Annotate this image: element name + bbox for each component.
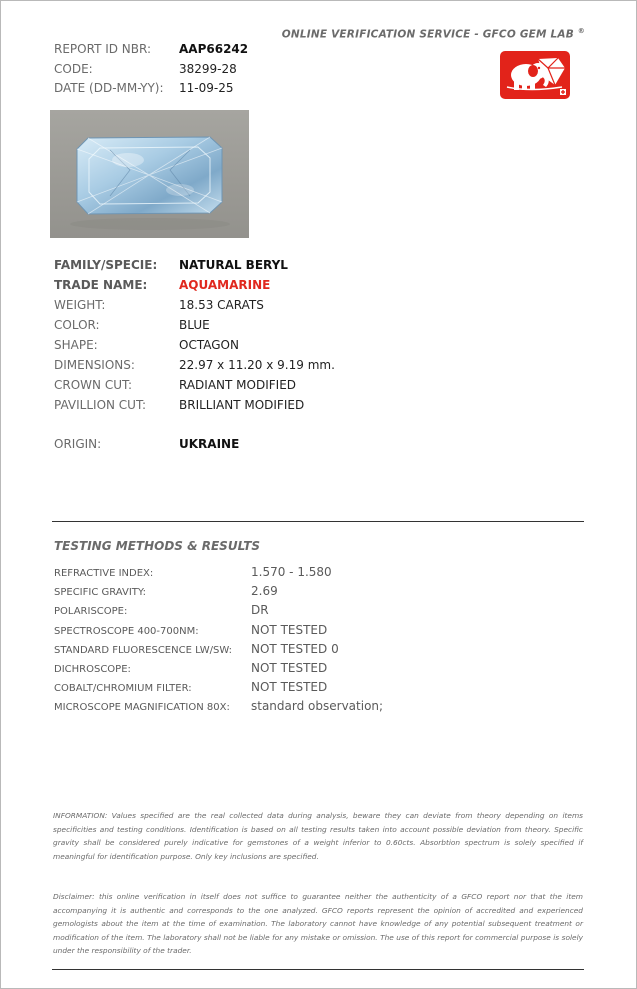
dimensions-row (54, 358, 335, 378)
test-row (54, 661, 383, 680)
test-label: COBALT/CHROMIUM FILTER: (54, 683, 192, 695)
test-value: 1.570 - 1.580 (251, 565, 332, 579)
information-paragraph: INFORMATION: Values specified are the real collected data during analysis, beware they can deviate from theory depending on items specificities and testing conditions. Identification is based on all testing results taken into account possible deviation from theory. Specific gravity shall be considered purely indicative for gemstones of a weight inferior to 0.60cts. Absorbtion spectrum is solely specified if meaningful for identification purpose. Only key inclusions are specified. (53, 811, 583, 861)
test-row (54, 565, 383, 584)
section-divider (52, 521, 584, 522)
test-row (54, 699, 383, 718)
test-row (54, 584, 383, 603)
weight-label: WEIGHT: (54, 298, 106, 312)
date-label: DATE (DD-MM-YY): (54, 81, 164, 95)
test-value: DR (251, 603, 269, 618)
test-row (54, 680, 383, 699)
color-label: COLOR: (54, 318, 100, 332)
pavilion-cut-value: BRILLIANT MODIFIED (179, 398, 305, 412)
report-id-label: REPORT ID NBR: (54, 42, 152, 56)
dimensions-label: DIMENSIONS: (54, 358, 135, 372)
family-label: FAMILY/SPECIE: (54, 258, 158, 272)
registered-mark: ® (577, 27, 585, 35)
trade-name-label: TRADE NAME: (54, 278, 148, 292)
test-label: REFRACTIVE INDEX: (54, 568, 154, 579)
shape-value: OCTAGON (179, 338, 239, 352)
weight-row (54, 298, 335, 318)
test-row (54, 623, 383, 642)
report-id-value: AAP66242 (179, 42, 249, 56)
origin-label: ORIGIN: (54, 437, 102, 451)
disclaimer-paragraph: Disclaimer: this online verification in itself does not suffice to guarantee neither the authenticity of a GFCO report nor that the item accompanying it is authentic and corresponds to the one analyzed. GFCO reports represent the opinion of accredited and experienced gemologists about the item at the time of examination. The laboratory cannot have knowledge of any potential subsequent treatment or modification of the item. The laboratory shall not be liable for any mistake or omission. The use of this report for commercial purpose is solely under the responsibility of the trader. (53, 892, 583, 955)
trade-name-row (54, 278, 335, 298)
test-value: NOT TESTED (251, 622, 328, 637)
code-label: CODE: (54, 61, 93, 76)
report-id-row (54, 42, 248, 62)
pavilion-cut-row (54, 398, 335, 418)
family-row (54, 258, 335, 278)
color-row (54, 318, 335, 338)
test-label: DICHROSCOPE: (54, 663, 131, 675)
color-value: BLUE (179, 318, 210, 332)
test-value: 2.69 (251, 584, 278, 599)
service-title: ONLINE VERIFICATION SERVICE - GFCO GEM LAB ® (281, 27, 585, 41)
shape-row (54, 338, 335, 358)
test-value: standard observation; (251, 699, 384, 714)
crown-cut-value: RADIANT MODIFIED (179, 378, 297, 392)
test-label: SPECIFIC GRAVITY: (54, 587, 147, 599)
code-row (54, 62, 248, 82)
test-value: NOT TESTED 0 (251, 641, 339, 656)
date-row (54, 81, 248, 101)
test-label: SPECTROSCOPE 400-700NM: (54, 625, 199, 637)
test-label: STANDARD FLUORESCENCE LW/SW: (54, 644, 233, 656)
crown-cut-row (54, 378, 335, 398)
dimensions-value: 22.97 x 11.20 x 9.19 mm. (179, 358, 335, 372)
test-value: NOT TESTED (251, 680, 328, 695)
testing-results (54, 565, 383, 719)
trade-name-value: AQUAMARINE (179, 278, 271, 292)
report-meta (54, 42, 248, 101)
weight-value: 18.53 CARATS (179, 298, 264, 312)
testing-section-title: TESTING METHODS & RESULTS (54, 539, 261, 553)
test-label: MICROSCOPE MAGNIFICATION 80X: (54, 702, 230, 714)
pavilion-cut-label: PAVILLION CUT: (54, 398, 147, 412)
bottom-divider (52, 969, 584, 970)
test-value: NOT TESTED (251, 660, 328, 675)
gem-details (54, 258, 335, 457)
shape-label: SHAPE: (54, 338, 98, 352)
gemstone-photo (50, 110, 249, 238)
date-value: 11-09-25 (179, 81, 234, 95)
gfco-logo (500, 51, 570, 99)
origin-row (54, 437, 335, 457)
test-row (54, 642, 383, 661)
crown-cut-label: CROWN CUT: (54, 378, 133, 392)
test-row (54, 603, 383, 622)
origin-value: UKRAINE (179, 437, 240, 451)
test-label: POLARISCOPE: (54, 606, 128, 618)
code-value: 38299-28 (179, 61, 237, 76)
family-value: NATURAL BERYL (179, 258, 288, 272)
